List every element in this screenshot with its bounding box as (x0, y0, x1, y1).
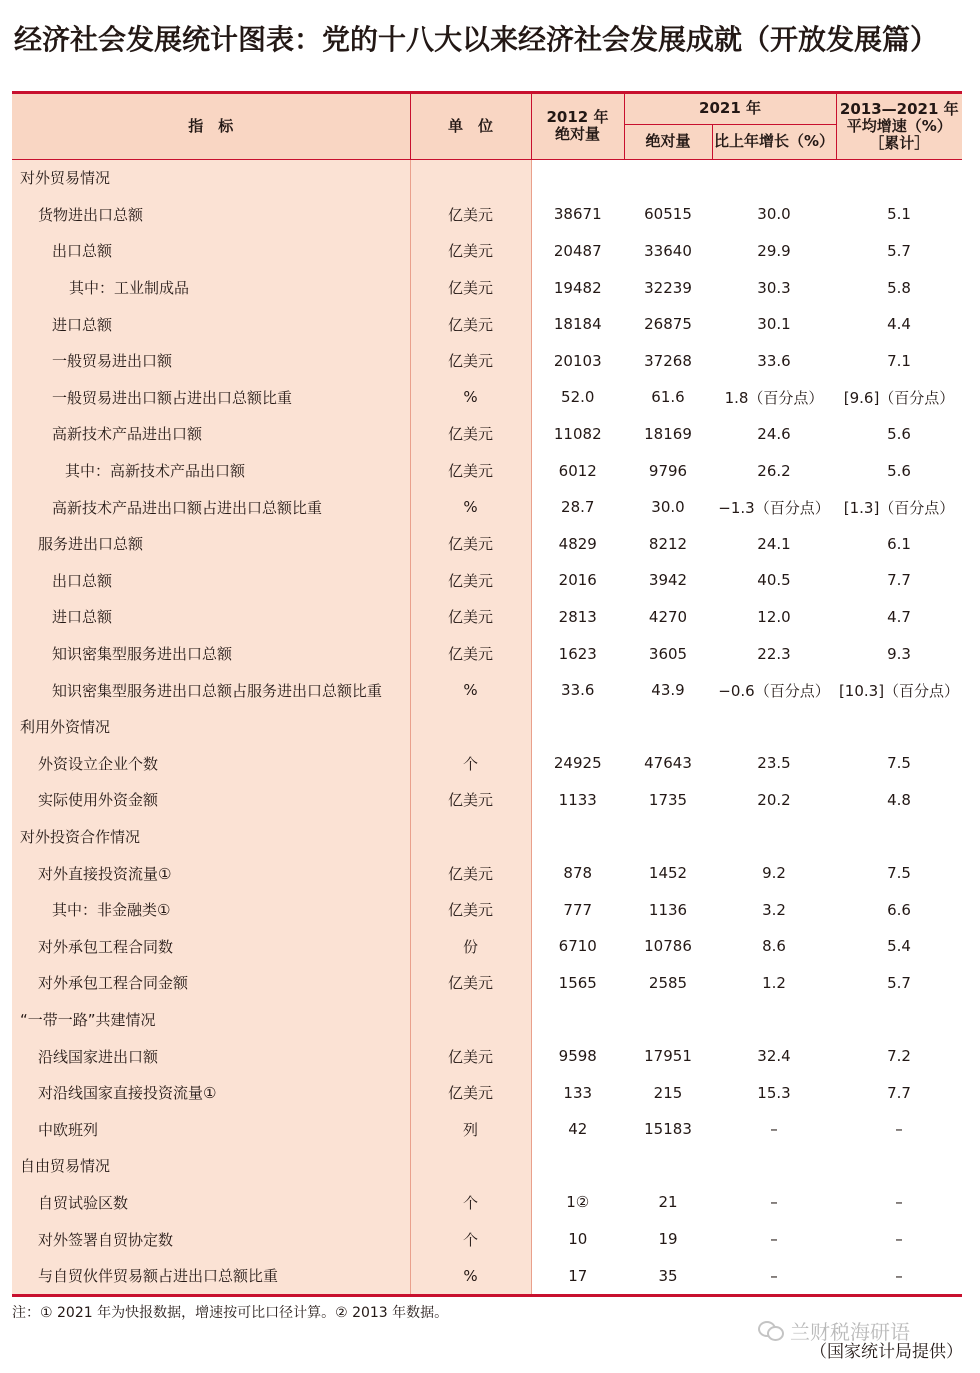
header-avg-years: 2013—2021 年 (839, 99, 959, 118)
row-average-growth: [10.3]（百分点） (838, 681, 960, 700)
row-growth (712, 708, 836, 745)
table-row (12, 562, 962, 599)
row-average-growth (836, 818, 962, 855)
row-growth: 1.8（百分点） (724, 388, 824, 407)
row-growth: 30.3 (757, 278, 791, 297)
row-indicator: 与自贸伙伴贸易额占进出口总额比重 (12, 1257, 410, 1294)
row-growth: 24.6 (757, 424, 791, 443)
row-indicator: 其中：高新技术产品出口额 (12, 452, 410, 489)
table-row (12, 635, 962, 672)
row-growth: 30.0 (757, 205, 791, 224)
row-unit: 亿美元 (410, 233, 531, 270)
table-row (12, 525, 962, 562)
row-indicator: 沿线国家进出口额 (12, 1038, 410, 1075)
table-row (12, 489, 962, 526)
row-value-2021: 43.9 (651, 681, 685, 700)
row-indicator: 自贸试验区数 (12, 1184, 410, 1221)
row-unit: 亿美元 (410, 782, 531, 819)
row-growth: −0.6（百分点） (718, 681, 830, 700)
row-value-2012: 4829 (558, 534, 597, 553)
row-indicator: 利用外资情况 (12, 708, 410, 745)
row-value-2021: 19 (658, 1230, 678, 1249)
row-average-growth: 9.3 (887, 644, 911, 663)
row-indicator: 服务进出口总额 (12, 525, 410, 562)
header-avg (836, 94, 962, 159)
row-value-2021: 1452 (648, 864, 688, 883)
row-growth: 23.5 (757, 754, 791, 773)
table-row (12, 1038, 962, 1075)
row-indicator: 高新技术产品进出口额 (12, 416, 410, 453)
row-growth: 32.4 (757, 1047, 791, 1066)
row-value-2012: 1133 (558, 790, 597, 809)
row-unit: 亿美元 (410, 452, 531, 489)
table-row (12, 708, 962, 745)
row-value-2012: 1623 (558, 644, 597, 663)
row-value-2021: 4270 (648, 607, 688, 626)
row-value-2021: 215 (653, 1083, 683, 1102)
table-row (12, 342, 962, 379)
row-average-growth: – (895, 1193, 903, 1212)
row-value-2021 (624, 818, 712, 855)
table-row (12, 379, 962, 416)
row-indicator: 对外签署自贸协定数 (12, 1221, 410, 1258)
row-value-2021: 47643 (644, 754, 692, 773)
row-indicator: 外资设立企业个数 (12, 745, 410, 782)
table-body (12, 159, 962, 1294)
row-average-growth: 7.7 (887, 571, 911, 590)
header-2021: 2021 年 (624, 94, 836, 124)
row-average-growth: 6.6 (887, 900, 911, 919)
row-value-2012: 17 (568, 1266, 588, 1285)
row-unit (410, 159, 531, 196)
row-value-2021 (624, 708, 712, 745)
row-growth: 20.2 (757, 790, 791, 809)
table-row (12, 1111, 962, 1148)
row-value-2021: 33640 (644, 241, 692, 260)
row-growth (712, 1001, 836, 1038)
header-unit: 单 位 (410, 94, 531, 159)
row-indicator: 对外承包工程合同金额 (12, 965, 410, 1002)
row-growth: – (770, 1120, 778, 1139)
row-indicator: 知识密集型服务进出口总额 (12, 635, 410, 672)
row-unit: 份 (410, 928, 531, 965)
row-average-growth: – (895, 1266, 903, 1285)
row-value-2012: 6012 (558, 461, 597, 480)
row-value-2012: 777 (563, 900, 593, 919)
statistics-table (12, 91, 962, 1297)
row-unit: 亿美元 (410, 635, 531, 672)
row-unit: 亿美元 (410, 599, 531, 636)
row-value-2021: 32239 (644, 278, 692, 297)
row-indicator: 进口总额 (12, 306, 410, 343)
row-value-2012: 9598 (558, 1047, 597, 1066)
row-growth: 33.6 (757, 351, 791, 370)
watermark-text: 兰财税海研语 (790, 1319, 910, 1344)
row-indicator: 其中：工业制成品 (12, 269, 410, 306)
row-average-growth: 5.7 (887, 241, 911, 260)
row-growth: – (770, 1230, 778, 1249)
credit: （国家统计局提供） (810, 1342, 963, 1362)
table-row (12, 928, 962, 965)
row-value-2021: 15183 (644, 1120, 692, 1139)
row-growth: 26.2 (757, 461, 791, 480)
row-value-2012: 19482 (553, 278, 602, 297)
row-value-2021: 3942 (648, 571, 688, 590)
row-value-2012: 2016 (558, 571, 597, 590)
row-value-2012: 24925 (553, 754, 602, 773)
row-unit: 亿美元 (410, 196, 531, 233)
row-average-growth: 7.5 (887, 864, 911, 883)
table-row (12, 782, 962, 819)
row-growth: 12.0 (757, 607, 791, 626)
row-value-2012: 2813 (558, 607, 597, 626)
row-value-2012: 878 (563, 864, 593, 883)
row-value-2012: 42 (568, 1120, 588, 1139)
header-2012 (531, 94, 624, 159)
table-row (12, 159, 962, 196)
row-growth: 40.5 (757, 571, 791, 590)
table-row (12, 672, 962, 709)
row-indicator: 对外直接投资流量① (12, 855, 410, 892)
row-indicator: 一般贸易进出口额 (12, 342, 410, 379)
row-unit (410, 1148, 531, 1185)
row-indicator: 一般贸易进出口额占进出口总额比重 (12, 379, 410, 416)
row-value-2021: 2585 (648, 973, 688, 992)
row-unit: 亿美元 (410, 342, 531, 379)
row-unit: 亿美元 (410, 1038, 531, 1075)
row-unit: 列 (410, 1111, 531, 1148)
row-average-growth: 4.8 (887, 790, 911, 809)
page-title: 经济社会发展统计图表：党的十八大以来经济社会发展成就（开放发展篇） (14, 23, 939, 56)
row-unit: 亿美元 (410, 306, 531, 343)
row-value-2021: 60515 (644, 205, 692, 224)
row-value-2012: 1565 (558, 973, 597, 992)
row-value-2021: 30.0 (651, 498, 685, 517)
row-average-growth: – (895, 1120, 903, 1139)
row-value-2012: 1② (566, 1193, 590, 1212)
table-row (12, 855, 962, 892)
table-row (12, 891, 962, 928)
row-growth (712, 818, 836, 855)
row-average-growth (836, 159, 962, 196)
row-average-growth: 5.6 (887, 461, 911, 480)
row-indicator: 中欧班列 (12, 1111, 410, 1148)
table-row (12, 452, 962, 489)
row-average-growth (836, 1001, 962, 1038)
row-unit: 亿美元 (410, 855, 531, 892)
row-unit: 亿美元 (410, 965, 531, 1002)
row-average-growth: 4.4 (887, 315, 911, 334)
row-growth (712, 1148, 836, 1185)
row-indicator: 高新技术产品进出口额占进出口总额比重 (12, 489, 410, 526)
row-value-2021 (624, 1001, 712, 1038)
table-row (12, 416, 962, 453)
row-growth: −1.3（百分点） (718, 498, 830, 517)
row-unit: 亿美元 (410, 562, 531, 599)
row-indicator: 对外承包工程合同数 (12, 928, 410, 965)
row-unit: % (410, 379, 531, 416)
table-row (12, 196, 962, 233)
row-indicator: 对外贸易情况 (12, 159, 410, 196)
row-unit: % (410, 489, 531, 526)
row-value-2021: 61.6 (651, 388, 685, 407)
row-average-growth (836, 1148, 962, 1185)
row-unit (410, 708, 531, 745)
row-value-2021: 10786 (644, 937, 692, 956)
table-row (12, 233, 962, 270)
table-row (12, 965, 962, 1002)
row-value-2012: 6710 (558, 937, 597, 956)
table-row (12, 1074, 962, 1111)
header-indicator: 指 标 (12, 94, 410, 159)
row-unit (410, 818, 531, 855)
row-average-growth: 6.1 (887, 534, 911, 553)
row-average-growth: 5.8 (887, 278, 911, 297)
row-value-2012: 10 (568, 1230, 588, 1249)
row-value-2012: 133 (563, 1083, 593, 1102)
row-value-2012: 11082 (553, 424, 602, 443)
row-average-growth: 5.7 (887, 973, 911, 992)
row-growth: 30.1 (757, 315, 791, 334)
row-average-growth: – (895, 1230, 903, 1249)
row-growth: 1.2 (762, 973, 786, 992)
row-value-2021: 21 (658, 1193, 678, 1212)
row-value-2012 (531, 1148, 624, 1185)
header-2012-abs: 绝对量 (554, 125, 600, 144)
row-value-2021: 35 (658, 1266, 678, 1285)
row-average-growth: 7.2 (887, 1047, 911, 1066)
row-growth: 3.2 (762, 900, 786, 919)
row-value-2012 (531, 1001, 624, 1038)
row-growth: 22.3 (757, 644, 791, 663)
row-unit: % (410, 672, 531, 709)
row-growth (712, 159, 836, 196)
table-row (12, 1001, 962, 1038)
row-indicator: 实际使用外资金额 (12, 782, 410, 819)
row-value-2021: 37268 (644, 351, 692, 370)
row-indicator: 对沿线国家直接投资流量① (12, 1074, 410, 1111)
wechat-icon (758, 1320, 784, 1340)
table-row (12, 745, 962, 782)
row-value-2021: 1136 (648, 900, 688, 919)
row-unit: 亿美元 (410, 525, 531, 562)
row-growth: 15.3 (757, 1083, 791, 1102)
row-value-2012 (531, 818, 624, 855)
row-unit: 亿美元 (410, 416, 531, 453)
row-indicator: 进口总额 (12, 599, 410, 636)
row-value-2012: 18184 (553, 315, 602, 334)
row-growth: 24.1 (757, 534, 791, 553)
row-value-2012: 52.0 (561, 388, 595, 407)
row-value-2012: 38671 (553, 205, 602, 224)
header-2012-year: 2012 年 (546, 108, 609, 127)
row-value-2012: 20103 (553, 351, 602, 370)
row-indicator: 知识密集型服务进出口总额占服务进出口总额比重 (12, 672, 410, 709)
row-value-2021: 9796 (648, 461, 688, 480)
table-row (12, 1257, 962, 1294)
row-unit: 个 (410, 1221, 531, 1258)
row-value-2021 (624, 1148, 712, 1185)
row-value-2021 (624, 159, 712, 196)
row-unit: 亿美元 (410, 891, 531, 928)
row-average-growth (836, 708, 962, 745)
row-value-2021: 17951 (644, 1047, 692, 1066)
row-value-2012 (531, 708, 624, 745)
header-2021-growth: 比上年增长（%） (712, 124, 836, 159)
row-value-2021: 3605 (648, 644, 688, 663)
row-value-2012 (531, 159, 624, 196)
row-indicator: “一带一路”共建情况 (12, 1001, 410, 1038)
row-unit: 个 (410, 745, 531, 782)
row-growth: 29.9 (757, 241, 791, 260)
row-unit: 亿美元 (410, 269, 531, 306)
row-indicator: 对外投资合作情况 (12, 818, 410, 855)
header-avg-rate: 平均增速（%） (846, 116, 952, 135)
table-row (12, 818, 962, 855)
header-avg-cumulative: ［累计］ (869, 133, 930, 152)
row-indicator: 货物进出口总额 (12, 196, 410, 233)
row-average-growth: 7.5 (887, 754, 911, 773)
row-value-2021: 18169 (644, 424, 692, 443)
table-row (12, 599, 962, 636)
row-value-2012: 33.6 (561, 681, 595, 700)
table-row (12, 1184, 962, 1221)
row-unit: % (410, 1257, 531, 1294)
row-indicator: 出口总额 (12, 233, 410, 270)
row-growth: 8.6 (762, 937, 786, 956)
table-row (12, 1221, 962, 1258)
row-value-2012: 28.7 (561, 498, 595, 517)
row-indicator: 自由贸易情况 (12, 1148, 410, 1185)
row-unit: 个 (410, 1184, 531, 1221)
row-average-growth: 7.1 (887, 351, 911, 370)
row-value-2021: 8212 (648, 534, 688, 553)
row-average-growth: [1.3]（百分点） (843, 498, 955, 517)
row-value-2021: 26875 (644, 315, 692, 334)
header-2021-abs: 绝对量 (624, 124, 712, 159)
footnote: 注：① 2021 年为快报数据，增速按可比口径计算。② 2013 年数据。 (12, 1305, 449, 1321)
row-growth: 9.2 (762, 864, 786, 883)
row-growth: – (770, 1193, 778, 1212)
row-average-growth: 5.4 (887, 937, 911, 956)
row-value-2012: 20487 (553, 241, 602, 260)
row-indicator: 其中：非金融类① (12, 891, 410, 928)
table-row (12, 1148, 962, 1185)
row-average-growth: 4.7 (887, 607, 911, 626)
row-average-growth: 5.6 (887, 424, 911, 443)
row-unit: 亿美元 (410, 1074, 531, 1111)
row-average-growth: [9.6]（百分点） (843, 388, 955, 407)
table-row (12, 269, 962, 306)
row-average-growth: 7.7 (887, 1083, 911, 1102)
row-value-2021: 1735 (648, 790, 688, 809)
row-growth: – (770, 1266, 778, 1285)
row-unit (410, 1001, 531, 1038)
row-indicator: 出口总额 (12, 562, 410, 599)
table-row (12, 306, 962, 343)
row-average-growth: 5.1 (887, 205, 911, 224)
